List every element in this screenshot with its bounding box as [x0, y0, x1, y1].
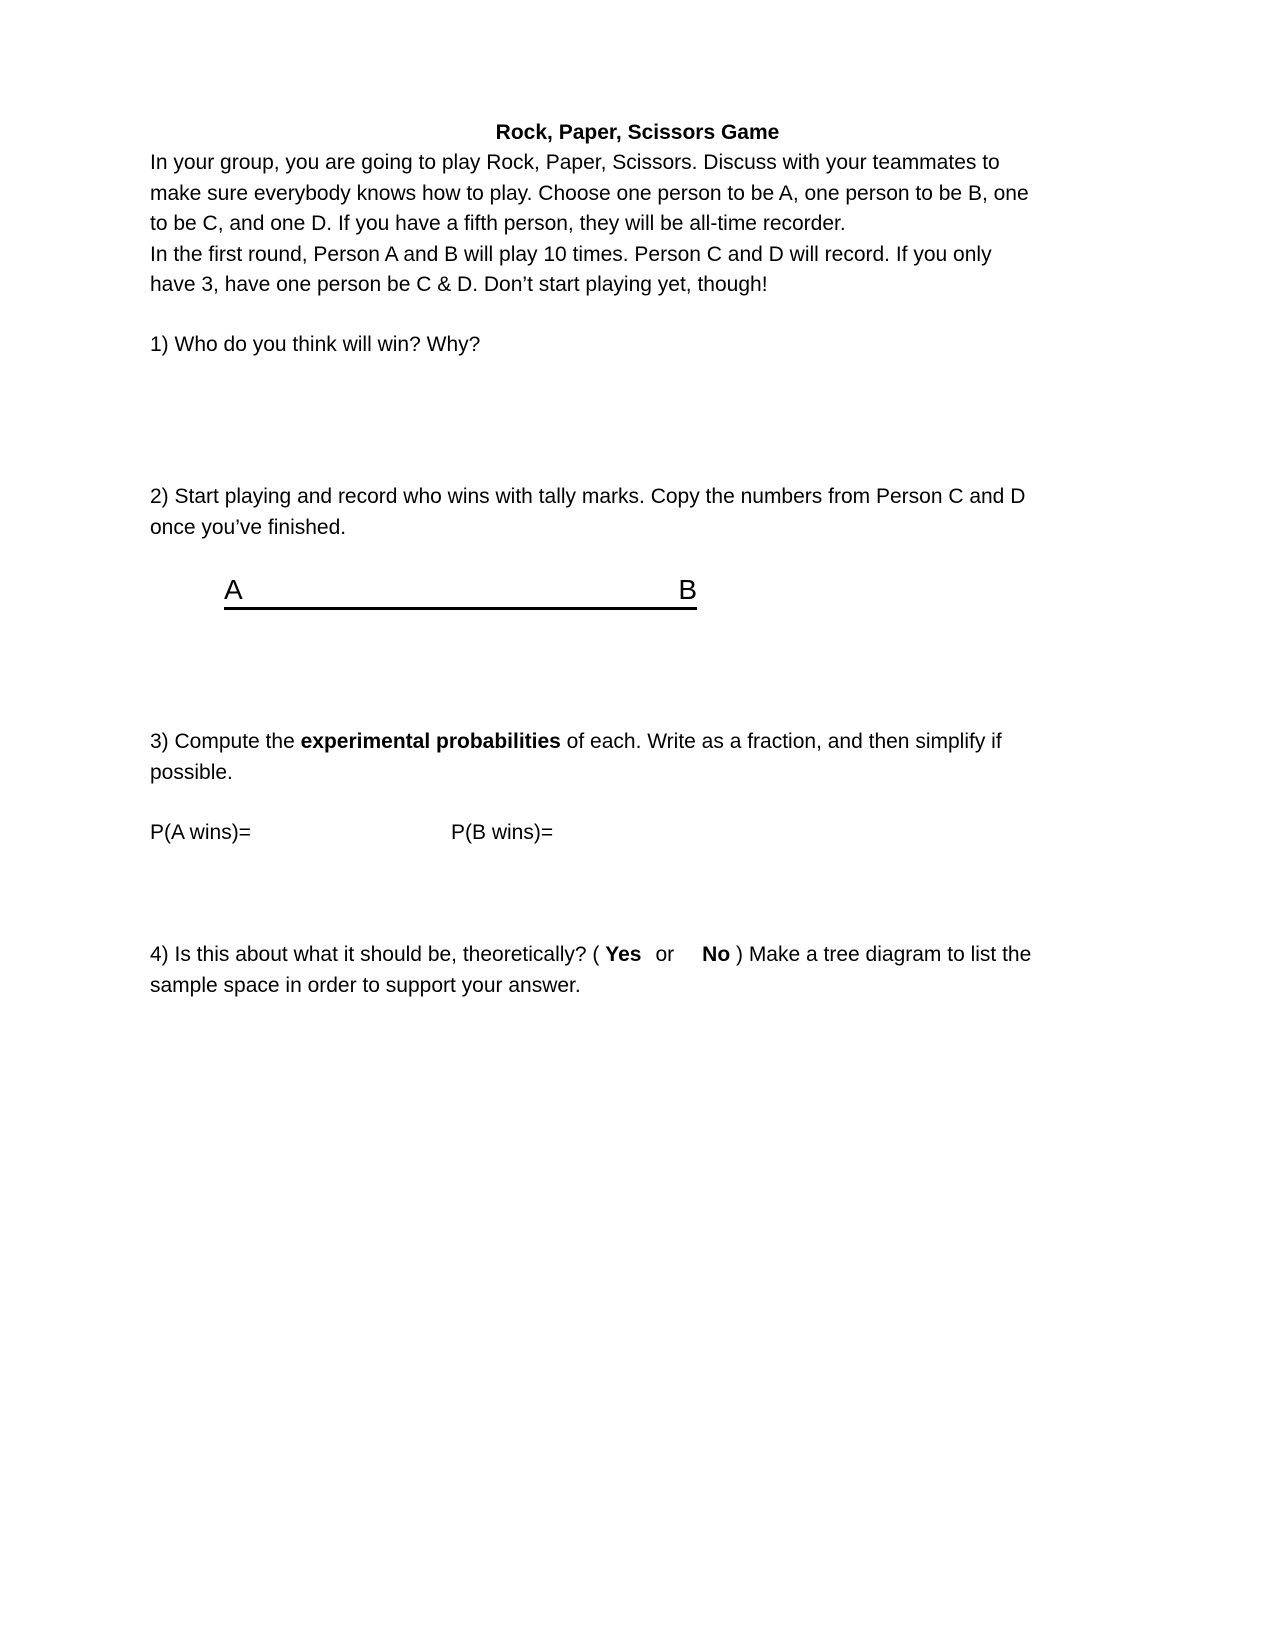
- or-text: or: [655, 943, 675, 966]
- intro-line: to be C, and one D. If you have a fifth person, they will be all-time recorder.: [150, 212, 846, 235]
- yes-option: Yes: [605, 943, 642, 966]
- question-1: [150, 330, 1130, 361]
- no-option: No: [702, 943, 731, 966]
- probability-a-label: P(A wins)=: [150, 821, 251, 844]
- question-3-line-1: [150, 727, 1130, 758]
- intro-paragraph: [150, 148, 1130, 301]
- intro-line: make sure everybody knows how to play. Choose one person to be A, one person to be B, one: [150, 181, 1029, 205]
- question-3-bold-term: experimental probabilities: [300, 730, 561, 753]
- question-4: [150, 940, 1130, 1001]
- question-4-suffix: ) Make a tree diagram to list the: [730, 943, 1032, 966]
- question-3-line-2: possible.: [150, 760, 233, 784]
- tally-label-a: A: [224, 574, 243, 605]
- question-2-line: 2) Start playing and record who wins with tally marks. Copy the numbers from Person C and D: [150, 485, 1026, 508]
- question-4-line-1: [150, 940, 1130, 971]
- question-2: [150, 482, 1130, 543]
- probability-b-label: P(B wins)=: [451, 821, 554, 844]
- tally-label-b: B: [678, 574, 697, 605]
- question-3: [150, 727, 1130, 788]
- question-2-line: once you’ve finished.: [150, 515, 347, 539]
- intro-line: In your group, you are going to play Rock, Paper, Scissors. Discuss with your teammates to: [150, 151, 1000, 174]
- intro-line: have 3, have one person be C & D. Don’t start playing yet, though!: [150, 273, 768, 296]
- question-4-prefix: 4) Is this about what it should be, theoretically? (: [150, 943, 606, 966]
- question-1-text: 1) Who do you think will win? Why?: [150, 333, 481, 356]
- intro-line: In the first round, Person A and B will play 10 times. Person C and D will record. If you only: [150, 242, 992, 266]
- tally-line: [224, 573, 697, 610]
- question-3-prefix: 3) Compute the: [150, 730, 301, 753]
- question-4-line-2: sample space in order to support your answer.: [150, 973, 581, 997]
- question-3-suffix: of each. Write as a fraction, and then simplify if: [560, 730, 1002, 753]
- page-title: Rock, Paper, Scissors Game: [495, 121, 780, 144]
